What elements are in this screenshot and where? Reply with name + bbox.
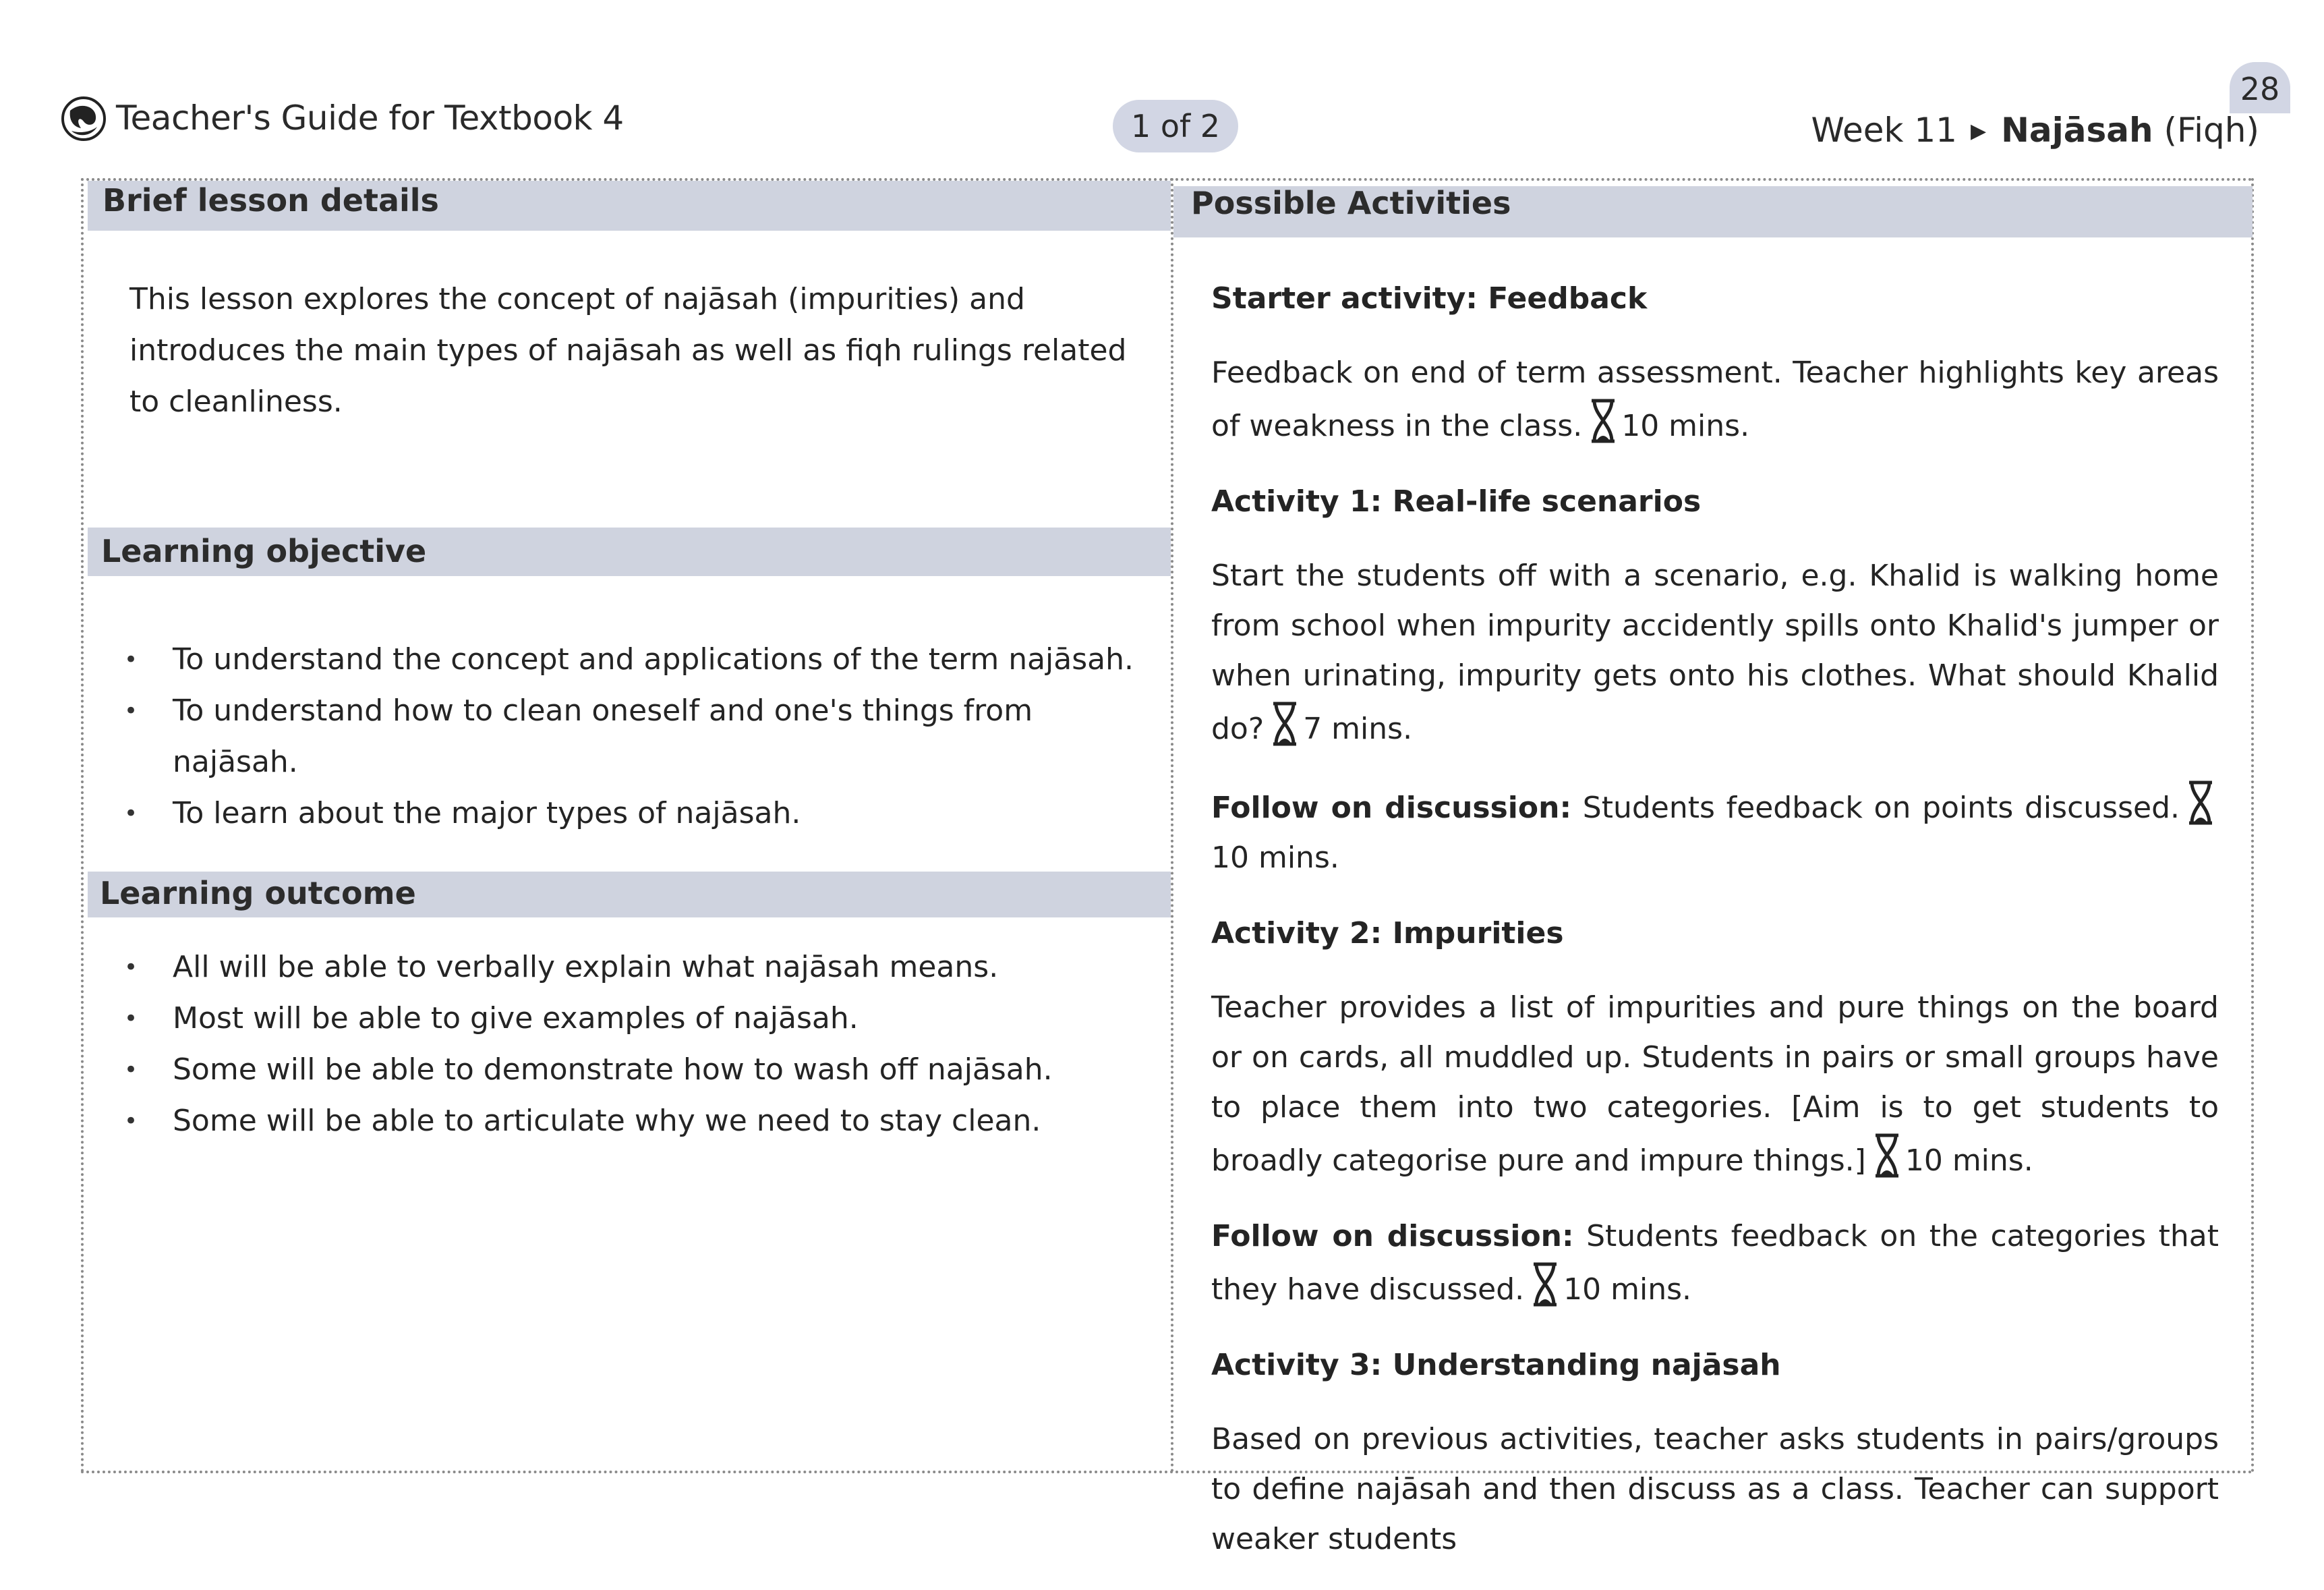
subject-label: (Fiqh) [2163,111,2259,150]
activity-2-paragraph: Teacher provides a list of impurities and pure things on the board or on cards, all muddled up. Students in pairs or small groups have to place them into two categories. [Aim is to get students to broadly categorise pure and impure things.] 10 mins. [1211,990,2219,1178]
column-divider [1171,178,1173,1473]
activity-3-paragraph: Based on previous activities, teacher asks students in pairs/groups to define najāsah and then discuss as a class. Teacher can support weaker students [1211,1422,2219,1556]
activity-3-heading: Activity 3: Understanding najāsah [1211,1348,1781,1382]
activity-1-paragraph: Start the students off with a scenario, e.g. Khalid is walking home from school when impurity accidently spills onto Khalid's jumper or when urinating, impurity gets onto his clothes. What should Khalid do? 7 mins. [1211,559,2219,746]
activity-2-heading: Activity 2: Impurities [1211,916,1564,950]
guide-title: Teacher's Guide for Textbook 4 [116,98,624,138]
outcome-heading: Learning outcome [88,872,1171,917]
list-item: • To learn about the major types of najāsah. [124,788,1149,839]
objective-heading: Learning objective [88,528,1171,576]
hourglass-icon [1530,1261,1561,1307]
activity-1-heading: Activity 1: Real-life scenarios [1211,484,1702,519]
starter-heading: Starter activity: Feedback [1211,281,1648,316]
hourglass-icon [2185,780,2216,826]
list-item: • To understand how to clean oneself and one's things from najāsah. [124,685,1149,788]
logo-icon [61,96,107,142]
list-item: • Some will be able to demonstrate how to wash off najāsah. [124,1044,1149,1096]
activities-heading: Possible Activities [1173,186,2253,237]
objective-list [124,634,1149,839]
topic-label: Najāsah [2001,111,2153,150]
activities-content [1211,274,2219,1590]
list-item: • All will be able to verbally explain what najāsah means. [124,942,1149,993]
brief-text: This lesson explores the concept of najāsah (impurities) and introduces the main types of najāsah as well as fiqh rulings related to cleanliness. [129,282,1127,419]
week-label: Week 11 [1811,111,1957,150]
triangle-right-icon: ▶ [1970,119,1987,143]
hourglass-icon [1269,701,1300,747]
follow-on-2-paragraph: Follow on discussion: Students feedback on the categories that they have discussed. 10 mins. [1211,1219,2219,1307]
page-number: 28 [2230,62,2290,113]
list-item: • Most will be able to give examples of najāsah. [124,993,1149,1044]
hourglass-icon [1588,398,1619,444]
list-item: • Some will be able to articulate why we need to stay clean. [124,1096,1149,1147]
hourglass-icon [1871,1133,1902,1179]
outcome-list [124,942,1149,1147]
lesson-breadcrumb [1811,111,2259,150]
starter-paragraph: Feedback on end of term assessment. Teacher highlights key areas of weakness in the class. 10 mins. [1211,356,2219,443]
brief-heading: Brief lesson details [88,181,1171,231]
follow-on-1-paragraph: Follow on discussion: Students feedback on points discussed.10 mins. [1211,780,2219,883]
list-item: • To understand the concept and applications of the term najāsah. [124,634,1149,685]
page-indicator: 1 of 2 [1113,100,1238,152]
